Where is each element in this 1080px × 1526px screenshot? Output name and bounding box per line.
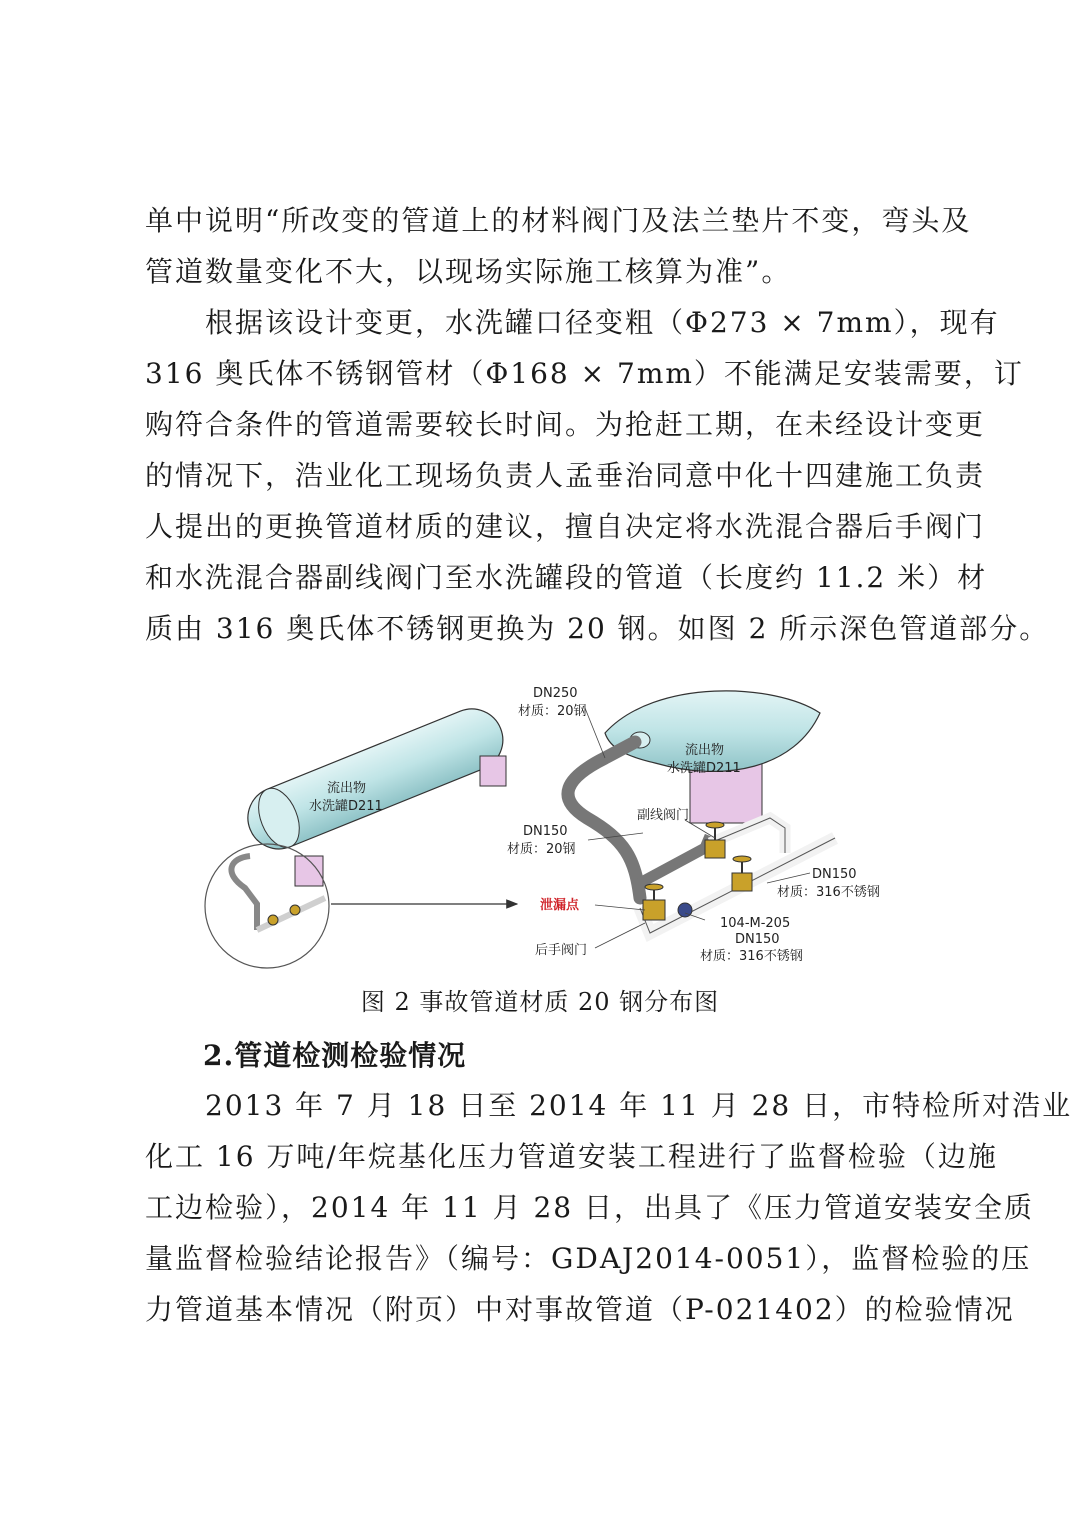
left-tank-label-1: 流出物 xyxy=(327,781,367,796)
figure-caption: 图 2 事故管道材质 20 钢分布图 xyxy=(360,988,720,1016)
text-line: 根据该设计变更，水洗罐口径变粗（Φ273 × 7mm），现有 xyxy=(145,306,1000,339)
pipe-code-label: 104-M-205 xyxy=(720,916,791,931)
text-line: 2013 年 7 月 18 日至 2014 年 11 月 28 日，市特检所对浩业 xyxy=(145,1089,1073,1122)
main-valve-icon xyxy=(732,856,752,891)
section-heading: 2.管道检测检验情况 xyxy=(203,1039,467,1072)
left-valve-icon xyxy=(268,915,278,925)
text-line: 工边检验），2014 年 11 月 28 日，出具了《压力管道安装安全质 xyxy=(145,1191,1035,1224)
rear-valve-label: 后手阀门 xyxy=(535,943,588,958)
text-line: 购符合条件的管道需要较长时间。为抢赶工期，在未经设计变更 xyxy=(145,408,986,441)
text-line: 化工 16 万吨/年烷基化压力管道安装工程进行了监督检验（边施 xyxy=(145,1140,998,1173)
rear-valve-icon xyxy=(643,884,665,920)
bottom-dn150-size-label: DN150 xyxy=(735,932,780,947)
leader-line xyxy=(595,905,645,910)
pipe-distribution-figure xyxy=(195,668,915,978)
text-line: 的情况下，浩业化工现场负责人孟垂治同意中化十四建施工负责 xyxy=(145,459,986,492)
text-line: 单中说明“所改变的管道上的材料阀门及法兰垫片不变，弯头及 xyxy=(145,204,972,237)
right-dn150-size-label: DN150 xyxy=(812,867,857,882)
bypass-valve-label: 副线阀门 xyxy=(637,808,690,823)
paragraph-1 xyxy=(145,195,972,297)
left-stainless-pipe xyxy=(257,898,325,930)
text-line: 316 奥氏体不锈钢管材（Φ168 × 7mm）不能满足安装需要，订 xyxy=(145,357,1024,390)
text-line: 力管道基本情况（附页）中对事故管道（P-021402）的检验情况 xyxy=(145,1293,1015,1326)
paragraph-2 xyxy=(145,297,1050,654)
left-tank-support xyxy=(480,756,506,786)
left-tank-assembly xyxy=(205,700,517,968)
right-tank-label-2: 水洗罐D211 xyxy=(667,761,741,776)
text-line: 质由 316 奥氏体不锈钢更换为 20 钢。如图 2 所示深色管道部分。 xyxy=(145,612,1050,645)
right-dn150-material-label: 材质：316不锈钢 xyxy=(777,885,880,900)
bottom-dn150-material-label: 材质：316不锈钢 xyxy=(700,949,803,964)
dn150-material-label: 材质：20钢 xyxy=(507,842,576,857)
dn250-carbon-pipe xyxy=(568,742,640,898)
bypass-carbon-pipe xyxy=(640,836,710,883)
right-tank-assembly xyxy=(507,686,880,964)
leader-line xyxy=(585,708,605,758)
dn150-size-label: DN150 xyxy=(523,824,568,839)
left-dark-pipe xyxy=(231,856,257,930)
leader-line xyxy=(595,923,645,948)
dn250-material-label: 材质：20钢 xyxy=(518,704,587,719)
text-line: 管道数量变化不大，以现场实际施工核算为准”。 xyxy=(145,255,792,288)
right-tank-label-1: 流出物 xyxy=(685,743,725,758)
text-line: 人提出的更换管道材质的建议，擅自决定将水洗混合器后手阀门 xyxy=(145,510,986,543)
right-tank-body xyxy=(605,691,820,772)
bypass-valve-icon xyxy=(705,822,725,858)
paragraph-3 xyxy=(145,1080,1073,1335)
dn250-size-label: DN250 xyxy=(533,686,578,701)
text-line: 和水洗混合器副线阀门至水洗罐段的管道（长度约 11.2 米）材 xyxy=(145,561,988,594)
left-valve-icon xyxy=(290,905,300,915)
leak-point-label: 泄漏点 xyxy=(540,898,580,913)
left-tank-label-2: 水洗罐D211 xyxy=(309,799,383,814)
text-line: 量监督检验结论报告》（编号：GDAJ2014-0051），监督检验的压 xyxy=(145,1242,1032,1275)
